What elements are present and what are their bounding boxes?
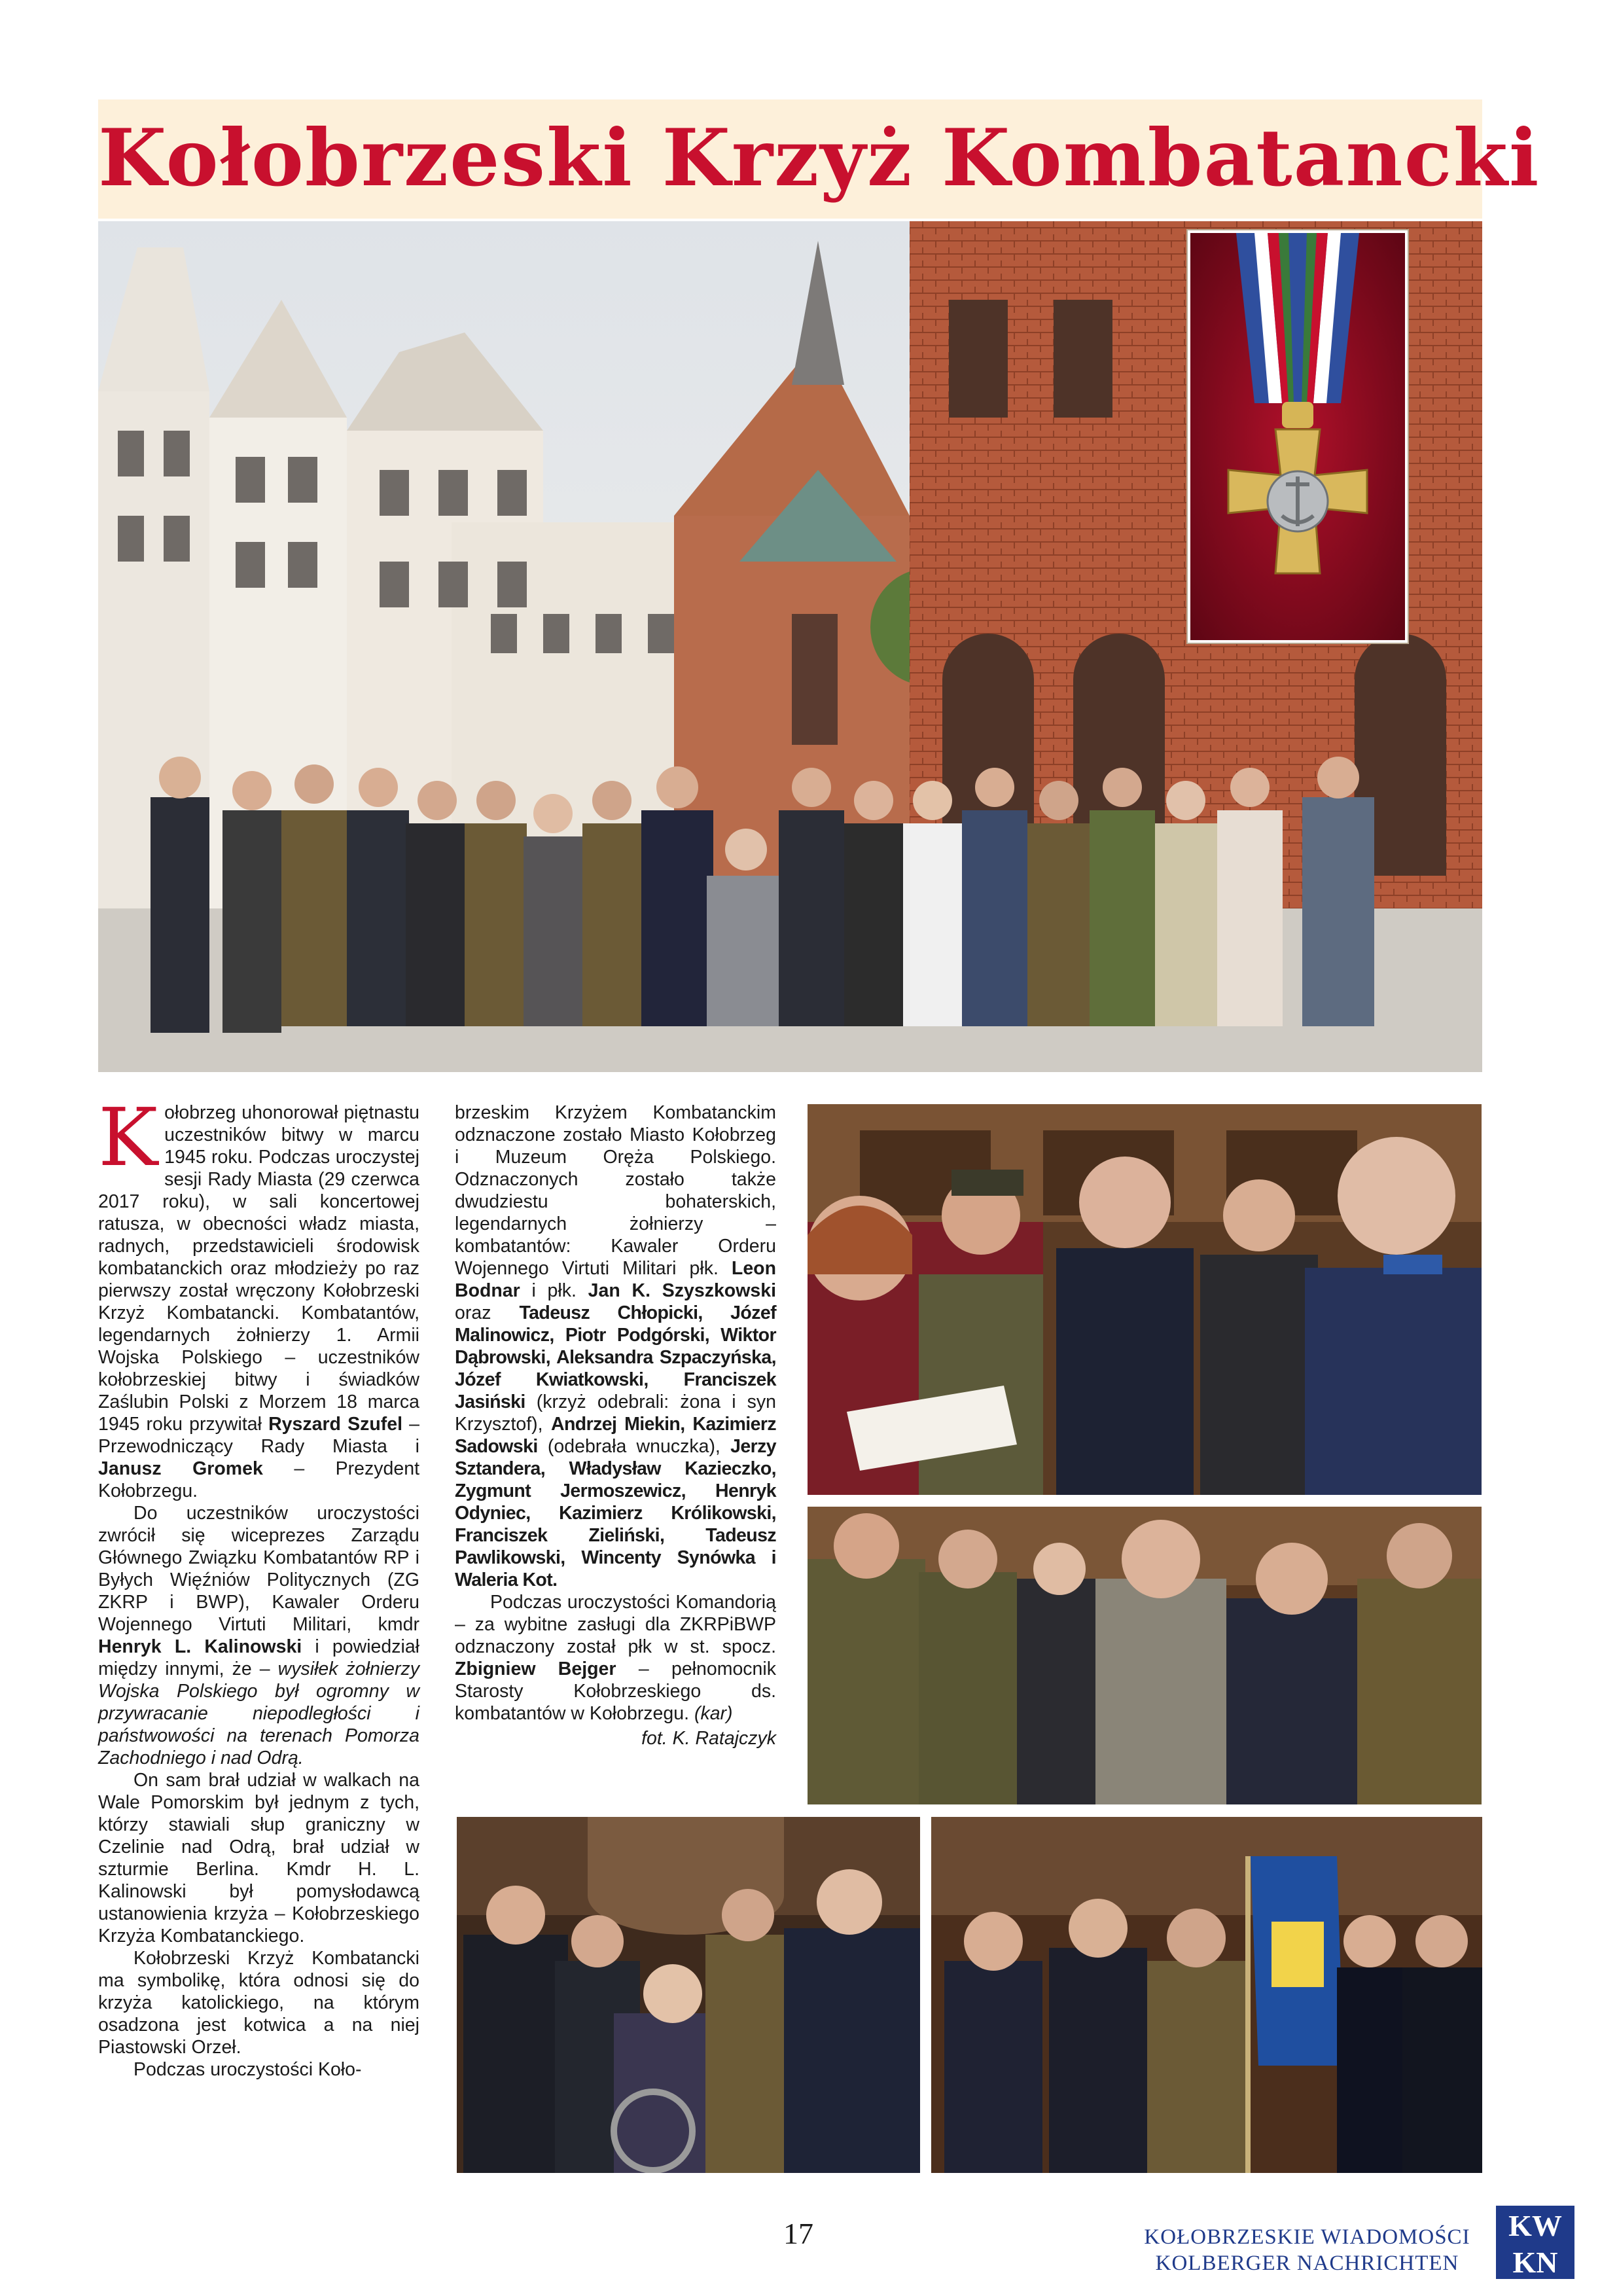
masthead-line-1: KOŁOBRZESKIE WIADOMOŚCI	[1144, 2225, 1470, 2249]
paragraph-komandoria: Podczas uroczystości Komandorią – za wybitne zasługi dla ZKRPiBWP odznaczony został płk w st. spocz. Zbigniew Bejger – pełnomocnik Starosty Kołobrzeskiego ds. kombatantów w Kołobrzegu. (kar)	[455, 1592, 776, 1724]
medal-decoration-photo	[808, 1507, 1482, 1804]
logo-bottom: KN	[1512, 2246, 1558, 2279]
title-band	[98, 99, 1540, 219]
paragraph-continued: Podczas uroczystości Koło-	[133, 2059, 362, 2080]
wheelchair-award-photo	[457, 1817, 920, 2173]
page-title: Kołobrzeski Krzyż Kombatancki	[98, 112, 1540, 204]
paragraph-kalinowski: Do uczestników uroczystości zwrócił się wiceprezes Zarządu Głównego Związku Kombatantów RP i Byłych Więźniów Politycznych (ZG ZKRP i BWP), Kawaler Orderu Wojennego Virtuti Militari, kmdr Henryk L. Kalinowski i powiedział między innymi, że – wysiłek żołnierzy Wojska Polskiego był ogromny w przywracanie niepodległości i państwowości na terenach Pomorza Zachodniego i nad Odrą.	[98, 1503, 420, 1768]
page-number: 17	[783, 2217, 813, 2250]
masthead	[1142, 2224, 1472, 2276]
photo-credit: fot. K. Ratajczyk	[641, 1728, 776, 1749]
ceremony-handshake-photo	[808, 1104, 1482, 1495]
cross-medal-photo	[1188, 230, 1408, 643]
paragraph-intro: Kołobrzeg uhonorował piętnastu uczestników bitwy w marcu 1945 roku. Podczas uroczystej sesji Rady Miasta (29 czerwca 2017 roku), w sali koncertowej ratusza, w obecności władz miasta, radnych, przedstawicieli środowisk kombatanckich oraz młodzieży po raz pierwszy został wręczony Kołobrzeski Krzyż Kombatancki. Kombatantów, legendarnych żołnierzy 1. Armii Wojska Polskiego – uczestników kołobrzeskiej bitwy i świadków Zaślubin Polski z Morzem 18 marca 1945 roku przywitał Ryszard Szufel – Przewodniczący Rady Miasta i Janusz Gromek – Prezydent Kołobrzegu.	[98, 1091, 419, 1501]
masthead-line-2: KOLBERGER NACHRICHTEN	[1155, 2251, 1459, 2275]
banner-ceremony-photo	[931, 1817, 1482, 2173]
kwkn-logo	[1496, 2206, 1574, 2279]
paragraph-berlin: On sam brał udział w walkach na Wale Pomorskim był jednym z tych, którzy stawiali słup graniczny w Czelinie nad Odrą, brał udział w szturmie Berlina. Kmdr H. L. Kalinowski był pomysłodawcą ustanowienia krzyża – Kołobrzeskiego Krzyża Kombatanckiego.	[98, 1770, 419, 1946]
article-column-2	[455, 1102, 776, 1749]
article-column-1	[98, 1091, 420, 2081]
logo-top: KW	[1508, 2209, 1562, 2242]
paragraph-awardees: brzeskim Krzyżem Kombatanckim odznaczone zostało Miasto Kołobrzeg i Muzeum Oręża Polskiego. Odznaczonych zostało także dwudziestu bohaterskich, legendarnych żołnierzy – kombatantów: Kawaler Orderu Wojennego Virtuti Militari płk. Leon Bodnar i płk. Jan K. Szyszkowski oraz Tadeusz Chłopicki, Józef Malinowicz, Piotr Podgórski, Wiktor Dąbrowski, Aleksandra Szpaczyńska, Józef Kwiatkowski, Franciszek Jasiński (krzyż odebrali: żona i syn Krzysztof), Andrzej Miekin, Kazimierz Sadowski (odebrała wnuczka), Jerzy Sztandera, Władysław Kazieczko, Zygmunt Jermoszewicz, Henryk Odyniec, Kazimierz Królikowski, Franciszek Zieliński, Tadeusz Pawlikowski, Wincenty Synówka i Waleria Kot.	[455, 1102, 777, 1590]
paragraph-symbolism: Kołobrzeski Krzyż Kombatancki ma symbolikę, która odnosi się do krzyża katolickiego, na którym osadzona jest kotwica a na niej Piastowski Orzeł.	[98, 1948, 419, 2058]
drop-cap: K	[98, 1091, 158, 1184]
